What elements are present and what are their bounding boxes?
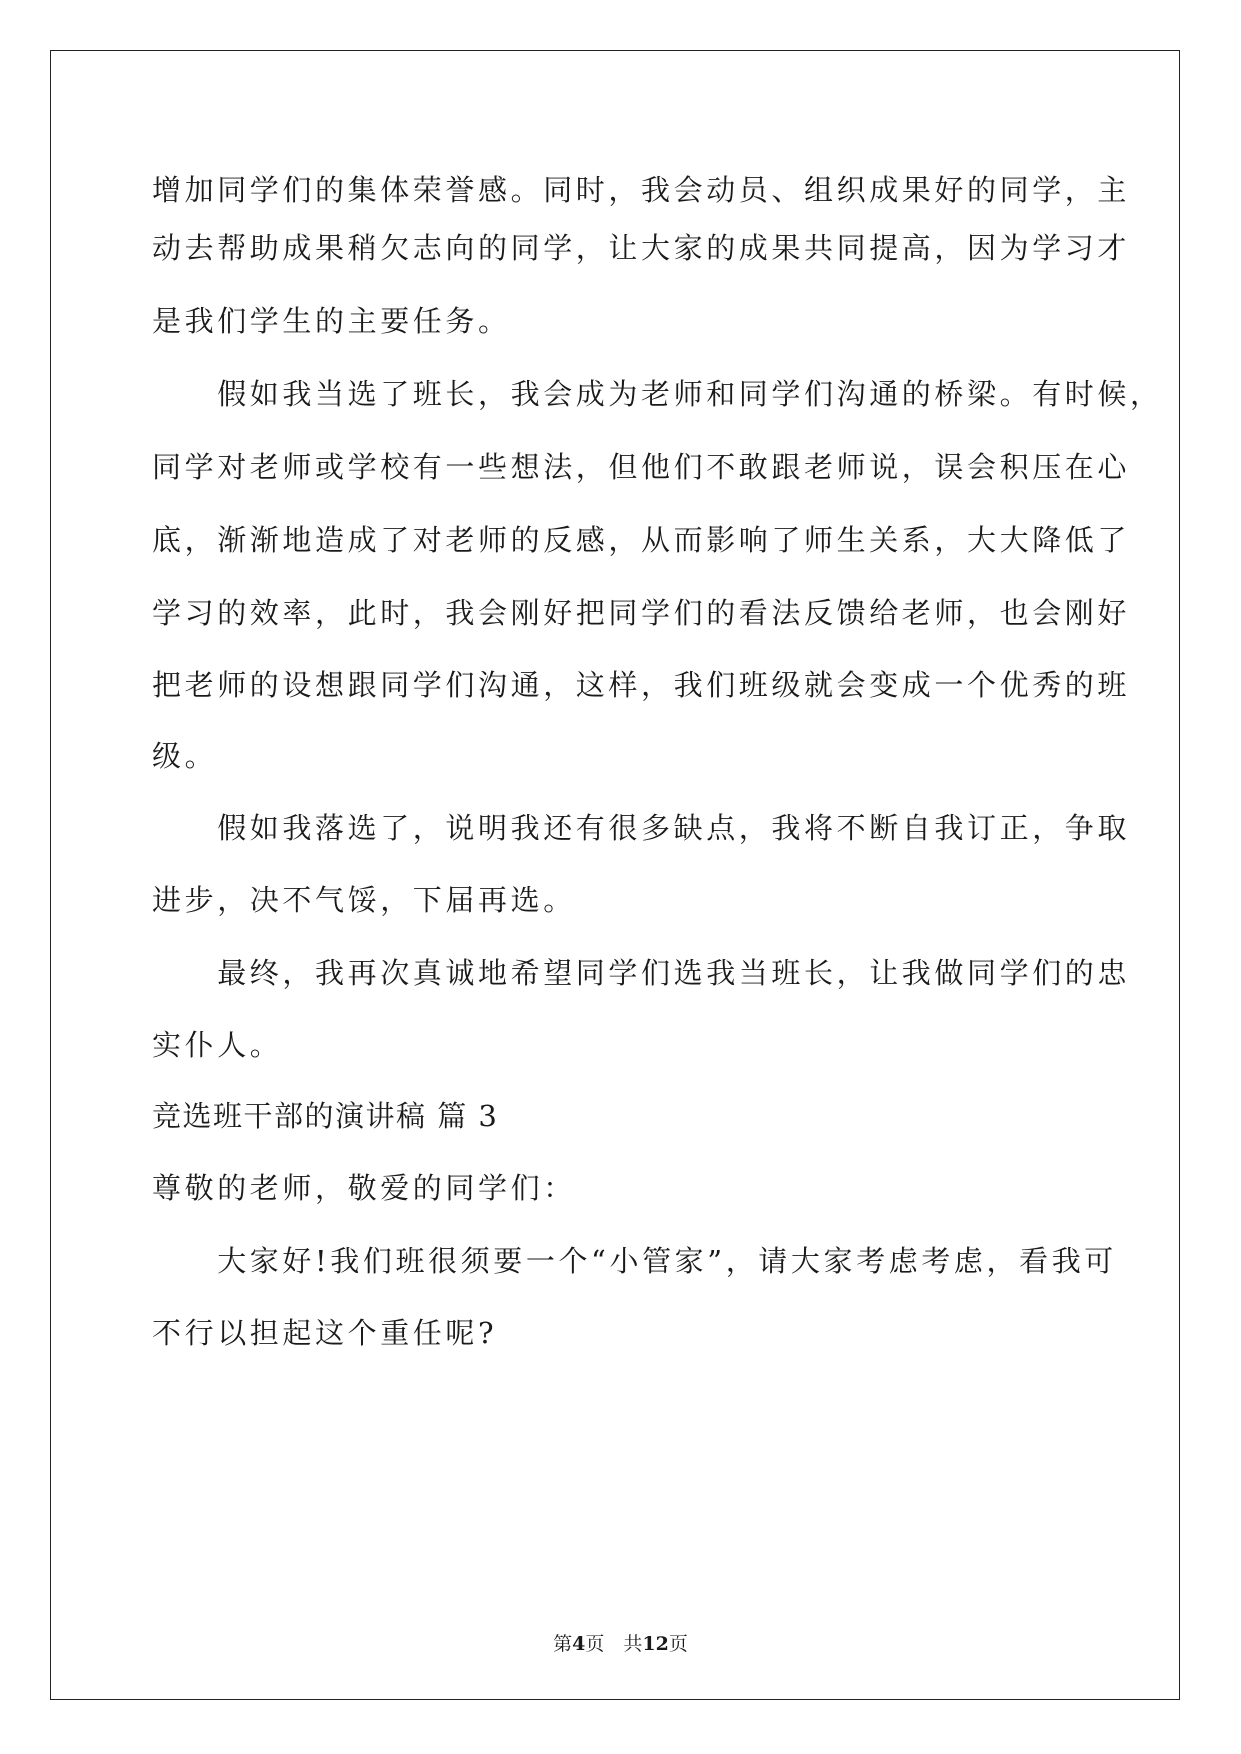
- text-line: 把老师的设想跟同学们沟通，这样，我们班级就会变成一个优秀的班: [152, 668, 1131, 702]
- text-line: 假如我当选了班长，我会成为老师和同学们沟通的桥梁。有时候，: [152, 377, 1163, 411]
- total-page-number: 12: [642, 1633, 669, 1655]
- text-line: 底，渐渐地造成了对老师的反感，从而影响了师生关系，大大降低了: [152, 523, 1131, 557]
- text-line: 不行以担起这个重任呢?: [152, 1316, 498, 1350]
- text-line: 级。: [152, 739, 218, 773]
- text-line: 最终，我再次真诚地希望同学们选我当班长，让我做同学们的忠: [152, 956, 1131, 990]
- page-border: [50, 50, 1180, 1700]
- section-heading: 竞选班干部的演讲稿 篇 3: [152, 1099, 499, 1133]
- footer-suffix: 页: [668, 1633, 688, 1655]
- text-line: 假如我落选了，说明我还有很多缺点，我将不断自我订正，争取: [152, 811, 1131, 845]
- salutation: 尊敬的老师，敬爱的同学们：: [152, 1171, 576, 1205]
- text-line: 大家好!我们班很须要一个“小管家”，请大家考虑考虑，看我可: [152, 1244, 1117, 1278]
- text-line: 同学对老师或学校有一些想法，但他们不敢跟老师说，误会积压在心: [152, 450, 1131, 484]
- current-page-number: 4: [572, 1633, 586, 1655]
- text-line: 实仆人。: [152, 1028, 283, 1062]
- footer-prefix: 第: [553, 1633, 573, 1655]
- page-footer: [0, 1632, 1241, 1656]
- text-line: 学习的效率，此时，我会刚好把同学们的看法反馈给老师，也会刚好: [152, 596, 1131, 630]
- footer-mid: 页 共: [585, 1633, 643, 1655]
- text-line: 动去帮助成果稍欠志向的同学，让大家的成果共同提高，因为学习才: [152, 231, 1131, 265]
- text-line: 进步，决不气馁，下届再选。: [152, 883, 576, 917]
- text-line: 增加同学们的集体荣誉感。同时，我会动员、组织成果好的同学，主: [152, 173, 1131, 207]
- text-line: 是我们学生的主要任务。: [152, 304, 511, 338]
